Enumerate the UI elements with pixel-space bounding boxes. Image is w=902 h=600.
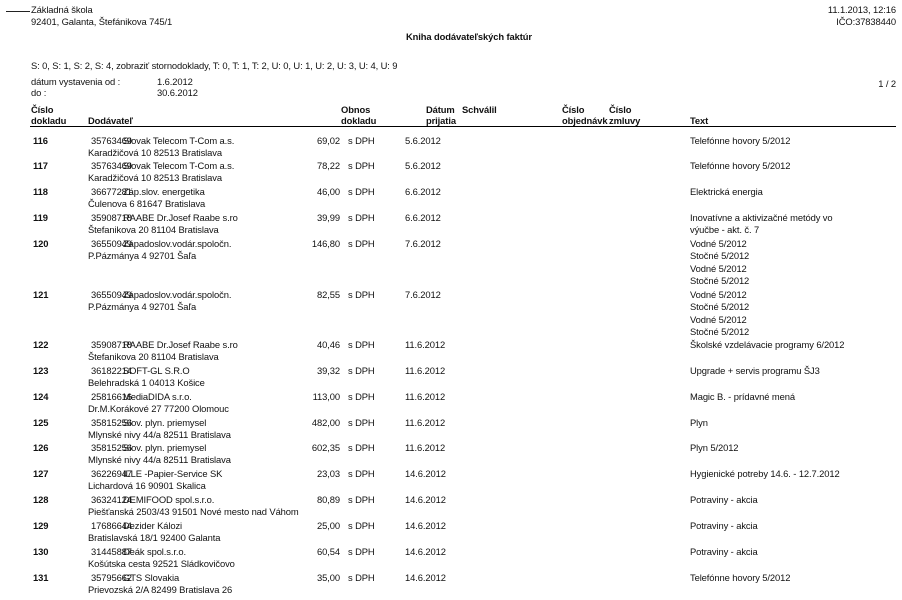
supplier-address: Prievozská 2/A 82499 Bratislava 26 xyxy=(88,584,233,595)
supplier-address: Štefanikova 20 81104 Bratislava xyxy=(88,224,219,235)
supplier-name: Slovak Telecom T-Com a.s. xyxy=(123,135,235,146)
received-date: 6.6.2012 xyxy=(405,186,441,197)
col-order-line2: objednávk xyxy=(562,115,608,126)
vat-flag: s DPH xyxy=(348,289,375,300)
received-date: 7.6.2012 xyxy=(405,238,441,249)
row-text: Hygienické potreby 14.6. - 12.7.2012 xyxy=(690,468,840,479)
row-text: Stočné 5/2012 xyxy=(690,326,750,337)
row-text: Magic B. - prídavné mená xyxy=(690,391,795,402)
supplier-ico: 36226947 xyxy=(91,468,132,479)
supplier-name: RAABE Dr.Josef Raabe s.ro xyxy=(123,339,238,350)
filter-text: S: 0, S: 1, S: 2, S: 4, zobraziť stornodoklady, T: 0, T: 1, T: 2, U: 0, U: 1, U: 2, U: 3, U: 4, U: 9 xyxy=(31,60,398,71)
doc-number: 131 xyxy=(33,572,49,583)
row-text: Školské vzdelávacie programy 6/2012 xyxy=(690,339,845,350)
supplier-address: Karadžičová 10 82513 Bratislava xyxy=(88,147,222,158)
doc-number: 117 xyxy=(33,160,48,171)
supplier-address: Karadžičová 10 82513 Bratislava xyxy=(88,172,222,183)
col-doc-no-line2: dokladu xyxy=(31,115,67,126)
doc-number: 116 xyxy=(33,135,48,146)
doc-number: 123 xyxy=(33,365,49,376)
supplier-ico: 35795662 xyxy=(91,572,132,583)
row-text: Stočné 5/2012 xyxy=(690,301,750,312)
doc-number: 121 xyxy=(33,289,49,300)
col-approved: Schválil xyxy=(462,104,497,115)
row-text: Stočné 5/2012 xyxy=(690,275,750,286)
amount: 82,55 xyxy=(317,289,340,300)
supplier-ico: 35908718 xyxy=(91,212,132,223)
vat-flag: s DPH xyxy=(348,494,375,505)
amount: 602,35 xyxy=(311,442,340,453)
amount: 23,03 xyxy=(317,468,340,479)
received-date: 11.6.2012 xyxy=(405,365,446,376)
vat-flag: s DPH xyxy=(348,520,375,531)
supplier-name: ILLE -Papier-Service SK xyxy=(123,468,223,479)
vat-flag: s DPH xyxy=(348,186,375,197)
supplier-address: Bratislavská 18/1 92400 Galanta xyxy=(88,532,221,543)
row-text: Inovatívne a aktivizačné metódy vo xyxy=(690,212,833,223)
received-date: 7.6.2012 xyxy=(405,289,441,300)
supplier-name: SOFT-GL S.R.O xyxy=(123,365,190,376)
supplier-address: Dr.M.Korákové 27 77200 Olomouc xyxy=(88,403,229,414)
doc-number: 124 xyxy=(33,391,49,402)
supplier-address: Mlynské nivy 44/a 82511 Bratislava xyxy=(88,429,231,440)
doc-number: 128 xyxy=(33,494,49,505)
vat-flag: s DPH xyxy=(348,339,375,350)
vat-flag: s DPH xyxy=(348,468,375,479)
col-contract-line2: zmluvy xyxy=(609,115,641,126)
col-date-line1: Dátum xyxy=(426,104,455,115)
date-to-value: 30.6.2012 xyxy=(157,87,198,98)
received-date: 6.6.2012 xyxy=(405,212,441,223)
vat-flag: s DPH xyxy=(348,238,375,249)
amount: 39,99 xyxy=(317,212,340,223)
supplier-address: Lichardová 16 90901 Skalica xyxy=(88,480,206,491)
supplier-name: Slov. plyn. priemysel xyxy=(123,442,207,453)
received-date: 11.6.2012 xyxy=(405,339,446,350)
amount: 482,00 xyxy=(311,417,340,428)
row-text: Potraviny - akcia xyxy=(690,546,758,557)
doc-number: 122 xyxy=(33,339,49,350)
supplier-ico: 25816616 xyxy=(91,391,132,402)
amount: 25,00 xyxy=(317,520,340,531)
supplier-ico: 17686644 xyxy=(91,520,132,531)
row-text: Vodné 5/2012 xyxy=(690,238,747,249)
doc-number: 118 xyxy=(33,186,48,197)
report-title: Kniha dodávateľských faktúr xyxy=(406,31,532,42)
supplier-ico: 35815256 xyxy=(91,442,132,453)
amount: 80,89 xyxy=(317,494,340,505)
col-date-line2: prijatia xyxy=(426,115,456,126)
page-number: 1 / 2 xyxy=(878,78,896,89)
supplier-ico: 36182214 xyxy=(91,365,132,376)
supplier-name: MediaDIDA s.r.o. xyxy=(123,391,192,402)
print-datetime: 11.1.2013, 12:16 xyxy=(827,4,896,15)
col-amount-line2: dokladu xyxy=(341,115,377,126)
amount: 146,80 xyxy=(311,238,340,249)
col-supplier: Dodávateľ xyxy=(88,115,133,126)
supplier-ico: 36677281 xyxy=(91,186,132,197)
school-address: 92401, Galanta, Štefánikova 745/1 xyxy=(31,16,173,27)
vat-flag: s DPH xyxy=(348,365,375,376)
row-text: Elektrická energia xyxy=(690,186,763,197)
supplier-name: Záp.slov. energetika xyxy=(123,186,205,197)
received-date: 14.6.2012 xyxy=(405,468,446,479)
supplier-address: P.Pázmánya 4 92701 Šaľa xyxy=(88,250,197,261)
supplier-name: DEMIFOOD spol.s.r.o. xyxy=(123,494,215,505)
amount: 35,00 xyxy=(317,572,340,583)
received-date: 14.6.2012 xyxy=(405,546,446,557)
vat-flag: s DPH xyxy=(348,572,375,583)
supplier-name: Dezider Kálozi xyxy=(123,520,183,531)
supplier-address: Mlynské nivy 44/a 82511 Bratislava xyxy=(88,454,231,465)
amount: 39,32 xyxy=(317,365,340,376)
row-text: Potraviny - akcia xyxy=(690,494,758,505)
supplier-address: Piešťanská 2503/43 91501 Nové mesto nad Váhom xyxy=(88,506,299,517)
amount: 60,54 xyxy=(317,546,340,557)
col-amount-line1: Obnos xyxy=(341,104,371,115)
supplier-address: Čulenova 6 81647 Bratislava xyxy=(88,198,206,209)
supplier-ico: 31445887 xyxy=(91,546,132,557)
supplier-ico: 36550949 xyxy=(91,289,132,300)
received-date: 14.6.2012 xyxy=(405,572,446,583)
vat-flag: s DPH xyxy=(348,391,375,402)
row-text: výučbe - akt. č. 7 xyxy=(690,224,760,235)
school-name: Základná škola xyxy=(31,4,93,15)
ico-number: IČO:37838440 xyxy=(836,16,896,27)
date-from-label: dátum vystavenia od : xyxy=(31,76,121,87)
row-text: Telefónne hovory 5/2012 xyxy=(690,572,791,583)
amount: 46,00 xyxy=(317,186,340,197)
date-from-value: 1.6.2012 xyxy=(157,76,193,87)
amount: 40,46 xyxy=(317,339,340,350)
col-contract-line1: Číslo xyxy=(609,104,632,115)
supplier-name: Západoslov.vodár.spoločn. xyxy=(123,238,232,249)
supplier-ico: 35815256 xyxy=(91,417,132,428)
supplier-name: Slovak Telecom T-Com a.s. xyxy=(123,160,235,171)
row-text: Telefónne hovory 5/2012 xyxy=(690,135,791,146)
vat-flag: s DPH xyxy=(348,546,375,557)
row-text: Stočné 5/2012 xyxy=(690,250,750,261)
doc-number: 130 xyxy=(33,546,49,557)
col-doc-no-line1: Číslo xyxy=(31,104,54,115)
row-text: Upgrade + servis programu ŠJ3 xyxy=(690,365,820,376)
header-rule xyxy=(30,126,896,127)
doc-number: 126 xyxy=(33,442,49,453)
amount: 113,00 xyxy=(312,391,340,402)
scan-artifact-line xyxy=(6,11,30,12)
row-text: Plyn xyxy=(690,417,708,428)
supplier-ico: 35763469 xyxy=(91,135,132,146)
date-to-label: do : xyxy=(31,87,47,98)
vat-flag: s DPH xyxy=(348,442,375,453)
vat-flag: s DPH xyxy=(348,135,375,146)
supplier-name: GTS Slovakia xyxy=(123,572,180,583)
supplier-name: Slov. plyn. priemysel xyxy=(123,417,207,428)
received-date: 11.6.2012 xyxy=(405,417,446,428)
row-text: Vodné 5/2012 xyxy=(690,314,747,325)
col-text: Text xyxy=(690,115,709,126)
supplier-ico: 36550949 xyxy=(91,238,132,249)
supplier-address: Košútska cesta 92521 Sládkovičovo xyxy=(88,558,235,569)
row-text: Potraviny - akcia xyxy=(690,520,758,531)
supplier-name: RAABE Dr.Josef Raabe s.ro xyxy=(123,212,238,223)
amount: 78,22 xyxy=(317,160,340,171)
supplier-address: P.Pázmánya 4 92701 Šaľa xyxy=(88,301,197,312)
received-date: 14.6.2012 xyxy=(405,494,446,505)
supplier-ico: 36324124 xyxy=(91,494,132,505)
supplier-name: Deák spol.s.r.o. xyxy=(123,546,187,557)
doc-number: 120 xyxy=(33,238,49,249)
supplier-ico: 35908718 xyxy=(91,339,132,350)
received-date: 5.6.2012 xyxy=(405,135,441,146)
amount: 69,02 xyxy=(317,135,340,146)
row-text: Vodné 5/2012 xyxy=(690,263,747,274)
vat-flag: s DPH xyxy=(348,417,375,428)
vat-flag: s DPH xyxy=(348,212,375,223)
doc-number: 125 xyxy=(33,417,49,428)
supplier-ico: 35763469 xyxy=(91,160,132,171)
doc-number: 119 xyxy=(33,212,48,223)
row-text: Telefónne hovory 5/2012 xyxy=(690,160,791,171)
supplier-name: Západoslov.vodár.spoločn. xyxy=(123,289,232,300)
col-order-line1: Číslo xyxy=(562,104,585,115)
supplier-address: Belehradská 1 04013 Košice xyxy=(88,377,205,388)
vat-flag: s DPH xyxy=(348,160,375,171)
row-text: Plyn 5/2012 xyxy=(690,442,739,453)
row-text: Vodné 5/2012 xyxy=(690,289,747,300)
doc-number: 127 xyxy=(33,468,49,479)
received-date: 11.6.2012 xyxy=(405,442,446,453)
supplier-address: Štefanikova 20 81104 Bratislava xyxy=(88,351,219,362)
doc-number: 129 xyxy=(33,520,49,531)
received-date: 5.6.2012 xyxy=(405,160,441,171)
received-date: 11.6.2012 xyxy=(405,391,446,402)
received-date: 14.6.2012 xyxy=(405,520,446,531)
